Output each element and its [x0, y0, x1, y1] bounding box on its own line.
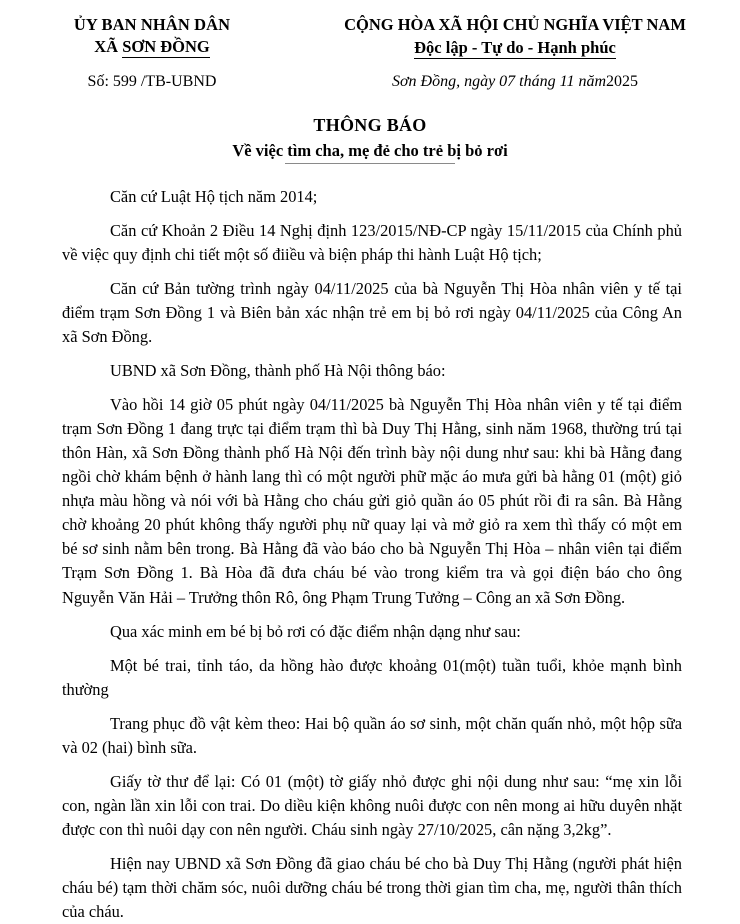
place-date-text: Sơn Đồng, ngày 07 tháng 11 năm [391, 73, 606, 91]
paragraph-legal-basis-3: Căn cứ Bản tường trình ngày 04/11/2025 của bà Nguyễn Thị Hòa nhân viên y tế tại điểm trạm Sơn Đồng 1 và Biên bản xác nhận trẻ em bị bỏ rơi ngày 04/11/2025 của Công An xã Sơn Đồng. [62, 279, 682, 347]
paragraph-incident-narrative: Vào hồi 14 giờ 05 phút ngày 04/11/2025 bà Nguyễn Thị Hòa nhân viên y tế tại điểm trạm Sơn Đồng 1 đang trực tại điểm trạm thì bà Duy Thị Hằng, sinh năm 1968, thường trú tại thôn Hàn, xã Sơn Đồng thành phố Hà Nội đến trình bày nội dung như sau: khi bà Hằng đang ngồi chờ khám bệnh ở hành lang thì có một người phữ mặc áo mưa gửi bà hằng 01 (một) giỏ nhựa màu hồng và nói với bà Hằng cho cháu gửi giỏ quần áo 05 phút rồi đi ra sân. Bà Hằng chờ khoảng 20 phút không thấy người phụ nữ quay lại và mở giỏ ra xem thì thấy có một em bé sơ sinh nằm bên trong. Bà Hằng đã vào báo cho bà Nguyễn Thị Hòa – nhân viên tại điểm Trạm Sơn Đồng 1. Bà Hòa đã đưa cháu bé vào trong kiểm tra và gọi điện báo cho ông Nguyễn Văn Hải – Trưởng thôn Rô, ông Phạm Trung Tưởng – Công an xã Sơn Đồng. [62, 395, 682, 607]
paragraph-legal-basis-2: Căn cứ Khoản 2 Điều 14 Nghị định 123/2015/NĐ-CP ngày 15/11/2015 của Chính phủ về việc quy định chi tiết một số điiều và biện pháp thi hành Luật Hộ tịch; [62, 221, 682, 265]
place-and-date [290, 73, 740, 91]
national-motto: Độc lập - Tự do - Hạnh phúc [414, 37, 616, 57]
title-block [0, 114, 740, 161]
authority-commune-name: SƠN ĐỒNG [122, 36, 210, 56]
date-year: 2025 [606, 73, 638, 91]
page-title: THÔNG BÁO [313, 115, 427, 136]
paragraph-announcement-lead: UBND xã Sơn Đồng, thành phố Hà Nội thông báo: [110, 361, 446, 381]
document-subheader [0, 73, 740, 91]
document-number: Số: 599 /TB-UBND [87, 73, 217, 91]
authority-line-1: ỦY BAN NHÂN DÂN [73, 15, 231, 34]
national-heading-block [290, 14, 740, 59]
paragraph-child-description: Một bé trai, tỉnh táo, da hồng hào được khoảng 01(một) tuần tuổi, khỏe mạnh bình thường [62, 655, 682, 699]
national-title: CỘNG HÒA XÃ HỘI CHỦ NGHĨA VIỆT NAM [344, 15, 686, 34]
page-subtitle [232, 140, 507, 161]
authority-prefix: XÃ [94, 36, 123, 56]
page-subtitle-text: Về việc tìm cha, mẹ đẻ cho trẻ bị bỏ rơi [232, 140, 508, 160]
paragraph-belongings: Trang phục đồ vật kèm theo: Hai bộ quần áo sơ sinh, một chăn quấn nhỏ, một hộp sữa và 02 (hai) bình sữa. [62, 713, 682, 757]
paragraph-left-note: Giấy tờ thư để lại: Có 01 (một) tờ giấy nhỏ được ghi nội dung như sau: “mẹ xin lỗi con, ngàn lần xin lỗi con trai. Do diều kiện không nuôi được con nên mong ai hữu duyên nhặt được con thì nuôi dạy con nên người. Cháu sinh ngày 27/10/2025, cân nặng 3,2kg”. [62, 771, 682, 839]
subtitle-underline-rule [285, 163, 455, 164]
document-body [0, 185, 740, 924]
national-motto-wrapper [290, 37, 740, 59]
paragraph-current-custody: Hiện nay UBND xã Sơn Đồng đã giao cháu bé cho bà Duy Thị Hằng (người phát hiện cháu bé) tạm thời chăm sóc, nuôi dưỡng cháu bé trong thời gian tìm cha, mẹ, người thân thích của cháu. [62, 853, 682, 921]
authority-line-2 [14, 36, 290, 58]
paragraph-legal-basis-1: Căn cứ Luật Hộ tịch năm 2014; [110, 187, 318, 207]
document-header [0, 0, 740, 59]
paragraph-identification-lead: Qua xác minh em bé bị bỏ rơi có đặc điểm nhận dạng như sau: [110, 621, 521, 641]
issuing-authority-block [0, 14, 290, 58]
